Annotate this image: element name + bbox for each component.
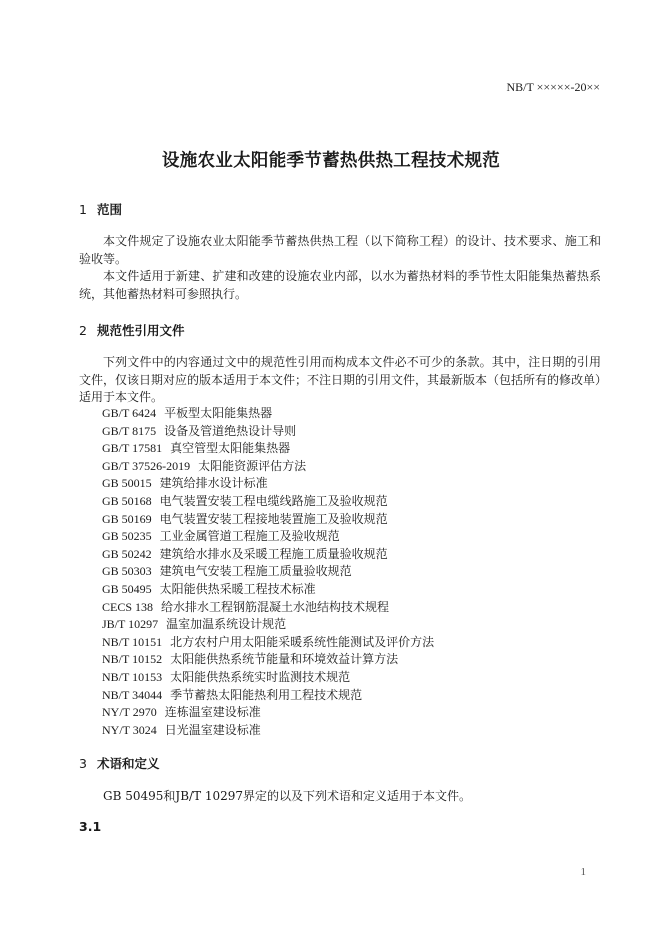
reference-code: NB/T 10153 [102,670,163,684]
reference-item [102,633,434,650]
document-title: 设施农业太阳能季节蓄热供热工程技术规范 [161,151,501,171]
reference-title: 真空管型太阳能集热器 [170,441,291,456]
reference-code: JB/T 10297 [102,617,159,632]
reference-item [102,474,268,491]
reference-item [102,562,352,579]
reference-title: 太阳能资源评估方法 [198,458,307,473]
section-number: 2 [79,323,87,338]
reference-item [102,404,272,421]
section-number: 3 [79,756,87,771]
reference-code: GB 50303 [102,564,152,579]
reference-code: GB/T 17581 [102,441,163,456]
reference-title: 日光温室建设标准 [164,722,261,737]
reference-title: 连栋温室建设标准 [164,705,261,720]
reference-item [102,422,296,439]
reference-title: 北方农村户用太阳能采暖系统性能测试及评价方法 [170,634,435,649]
section-1-heading [79,200,122,218]
reference-item [102,703,261,720]
subsection-number: 3.1 [79,819,102,834]
reference-item [102,545,388,562]
section-title: 规范性引用文件 [97,323,185,338]
reference-code: GB/T 37526-2019 [102,458,191,473]
reference-code: NB/T 34044 [102,687,163,702]
reference-item [102,686,362,703]
reference-code: NB/T 10152 [102,652,163,667]
reference-code: GB 50235 [102,529,152,544]
reference-item [102,598,389,615]
scope-paragraph-2: 本文件适用于新建、扩建和改建的设施农业内部，以水为蓄热材料的季节性太阳能集热蓄热系统，其他蓄热材料可参照执行。 [79,269,601,301]
section-3-heading [79,754,160,772]
normative-references-intro: 下列文件中的内容通过文中的规范性引用而构成本文件必不可少的条款。其中，注日期的引用文件，仅该日期对应的版本适用于本文件；不注日期的引用文件，其最新版本（包括所有的修改单）适用于本文件。 [79,355,602,404]
reference-item [102,457,306,474]
reference-code: GB/T 8175 [102,423,157,438]
reference-title: 平板型太阳能集热器 [164,406,273,420]
reference-title: 电气装置安装工程接地装置施工及验收规范 [159,511,388,526]
reference-code: GB 50168 [102,494,152,508]
reference-code: GB 50169 [102,511,152,526]
reference-item [102,615,286,632]
section-number: 1 [79,202,87,217]
reference-item [102,580,316,597]
scope-paragraph-1: 本文件规定了设施农业太阳能季节蓄热供热工程（以下简称工程）的设计、技术要求、施工和验收等。 [79,234,601,266]
reference-code: CECS 138 [102,599,154,614]
reference-code: GB 50242 [102,546,152,561]
reference-title: 建筑给排水设计标准 [159,476,268,491]
section-title: 范围 [97,202,123,217]
reference-title: 设备及管道绝热设计导则 [164,423,297,438]
reference-title: 给水排水工程钢筋混凝土水池结构技术规程 [161,599,390,614]
document-code: NB/T ×××××-20×× [506,80,600,94]
reference-title: 建筑给水排水及采暖工程施工质量验收规范 [159,546,388,561]
reference-code: NY/T 2970 [102,705,157,720]
reference-code: GB 50495 [102,582,152,596]
reference-title: 温室加温系统设计规范 [166,617,287,632]
reference-title: 太阳能供热系统节能量和环境效益计算方法 [170,652,399,667]
reference-code: NB/T 10151 [102,634,163,649]
reference-item [102,721,261,738]
section-2-heading [79,321,185,339]
reference-code: GB 50015 [102,476,152,491]
reference-item [102,439,290,456]
reference-title: 工业金属管道工程施工及验收规范 [159,529,340,544]
terms-intro: GB 50495和JB/T 10297界定的以及下列术语和定义适用于本文件。 [103,789,472,803]
reference-title: 建筑电气安装工程施工质量验收规范 [159,564,352,579]
reference-item [102,492,388,509]
reference-title: 太阳能供热系统实时监测技术规范 [170,670,351,684]
reference-title: 电气装置安装工程电缆线路施工及验收规范 [159,494,388,508]
reference-item [102,668,350,685]
reference-code: NY/T 3024 [102,722,157,737]
reference-code: GB/T 6424 [102,406,157,420]
reference-title: 季节蓄热太阳能热利用工程技术规范 [170,687,363,702]
reference-item [102,510,388,527]
section-title: 术语和定义 [97,756,160,771]
reference-item [102,650,398,667]
page-number: 1 [580,866,586,878]
reference-item [102,527,340,544]
reference-title: 太阳能供热采暖工程技术标准 [159,582,316,596]
